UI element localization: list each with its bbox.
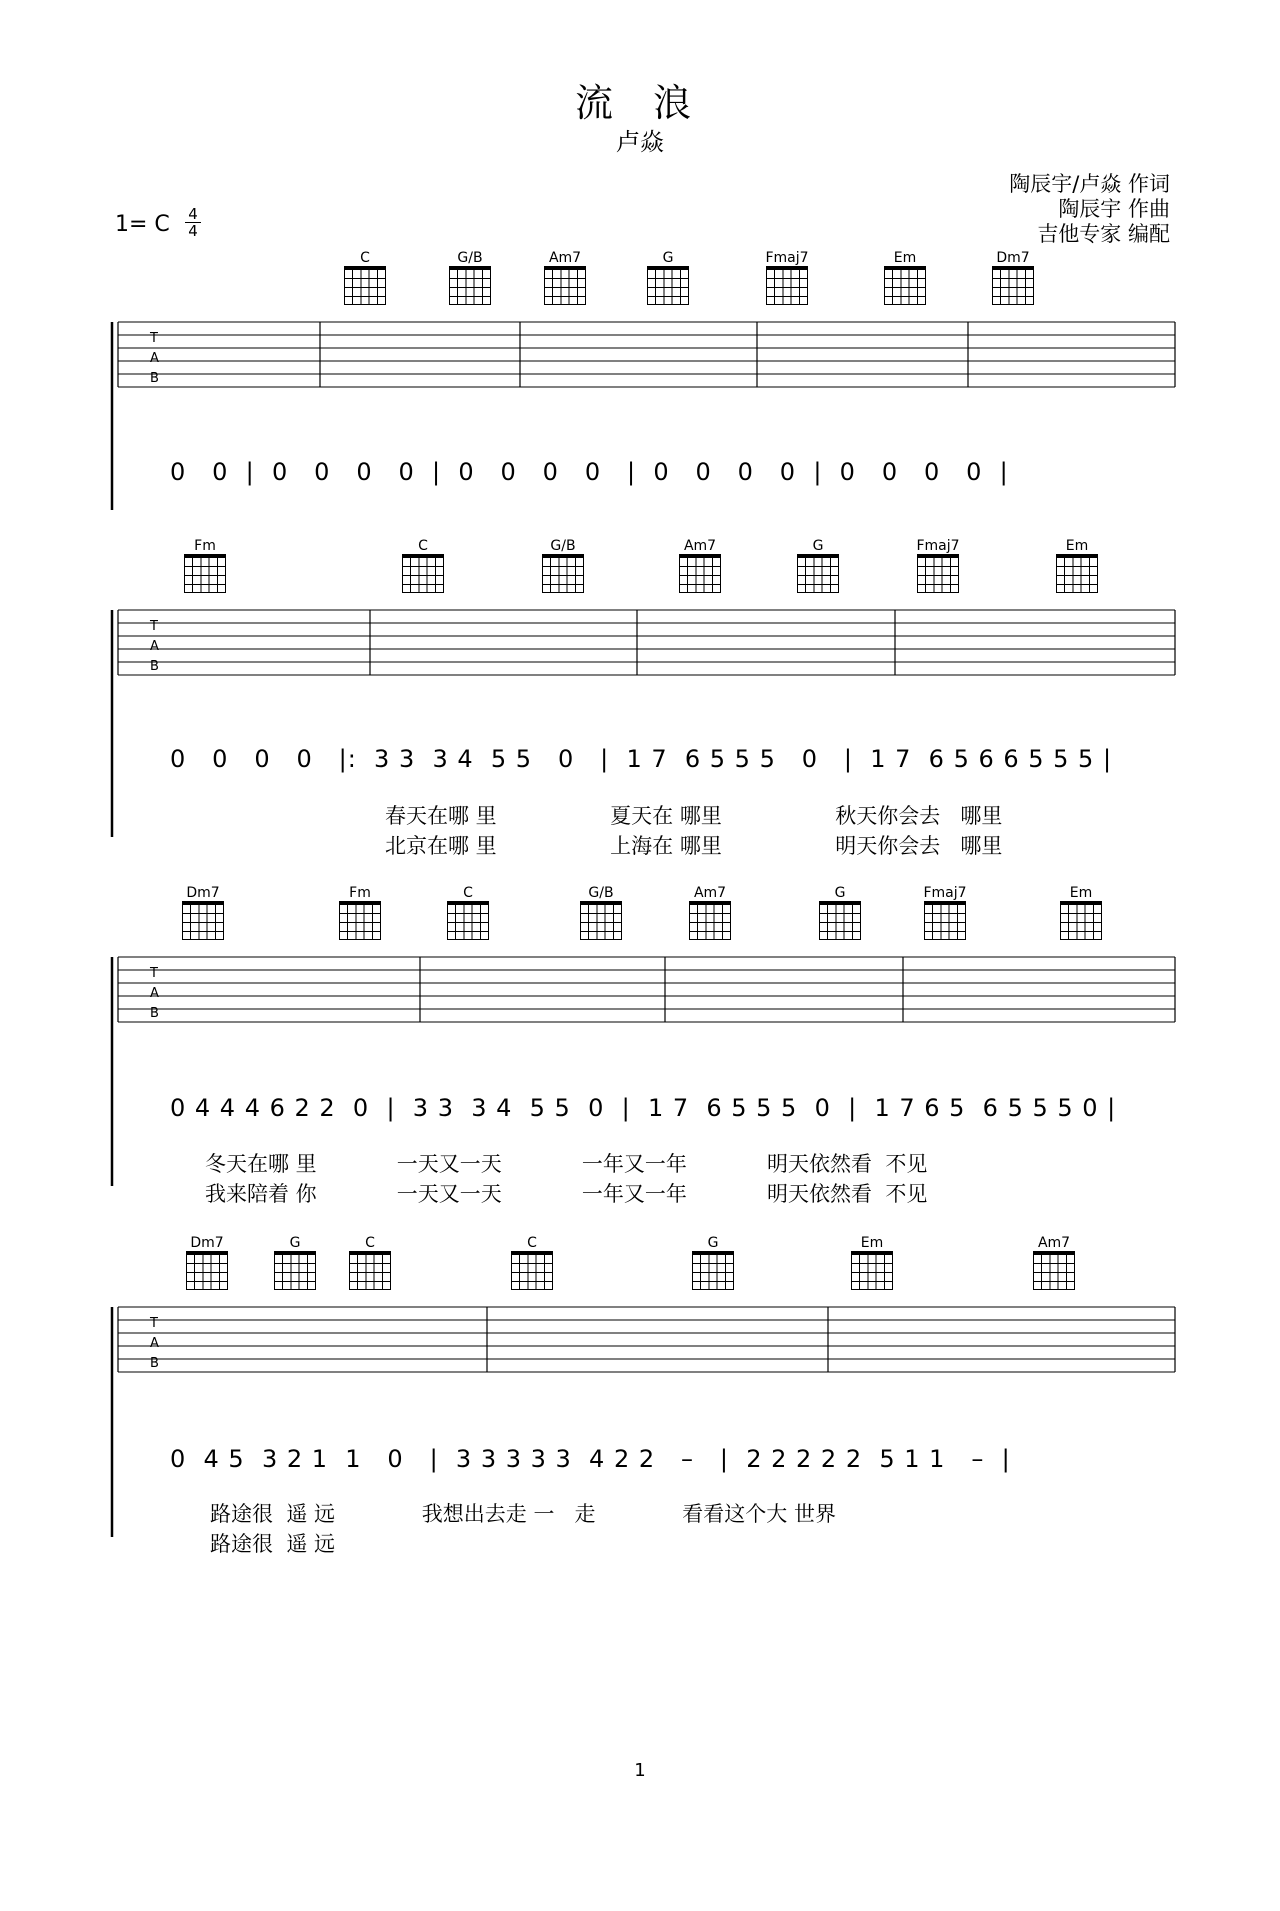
lyrics-verse-2: 北京在哪 里 上海在 哪里 明天你会去 哪里 bbox=[385, 834, 1003, 858]
chord-diagram bbox=[344, 1235, 396, 1290]
chord-grid bbox=[186, 1251, 228, 1290]
chord-name: Em bbox=[1065, 538, 1089, 554]
chord-grid bbox=[402, 554, 444, 593]
lyrics-verse-2: 路途很 遥 远 bbox=[210, 1532, 336, 1556]
chord-grid bbox=[580, 901, 622, 940]
chord-diagram bbox=[1055, 885, 1107, 940]
arranger-credit: 吉他专家 编配 bbox=[1037, 222, 1170, 246]
chord-grid bbox=[511, 1251, 553, 1290]
chord-name: Fmaj7 bbox=[916, 538, 960, 554]
chord-diagram bbox=[334, 885, 386, 940]
chord-name: G bbox=[289, 1235, 301, 1251]
chord-grid bbox=[542, 554, 584, 593]
time-sig-bottom: 4 bbox=[188, 222, 198, 240]
chord-diagram bbox=[687, 1235, 739, 1290]
lyrics-verse-1: 路途很 遥 远 我想出去走 一 走 看看这个大 世界 bbox=[210, 1502, 836, 1526]
chord-diagram bbox=[539, 250, 591, 305]
numbered-notation: 0 0 | 0 0 0 0 | 0 0 0 0 | 0 0 0 0 | 0 0 0 0 | bbox=[170, 458, 1009, 486]
chord-name: C bbox=[463, 885, 473, 901]
chord-diagram bbox=[506, 1235, 558, 1290]
chord-grid bbox=[992, 266, 1034, 305]
chord-grid bbox=[797, 554, 839, 593]
chord-name: G/B bbox=[588, 885, 614, 901]
chord-diagram bbox=[444, 250, 496, 305]
chord-diagram bbox=[684, 885, 736, 940]
tab-label-a: A bbox=[150, 351, 159, 366]
chord-grid bbox=[1060, 901, 1102, 940]
chord-diagram bbox=[179, 538, 231, 593]
tab-label-b: B bbox=[150, 371, 159, 386]
numbered-notation: 0 4 5 3 2 1 1 0 | 3 3 3 3 3 4 2 2 – | 2 2 2 2 2 5 1 1 – | bbox=[170, 1445, 1011, 1473]
song-title: 流 浪 bbox=[574, 81, 706, 125]
chord-grid bbox=[679, 554, 721, 593]
chord-name: Em bbox=[860, 1235, 884, 1251]
chord-grid bbox=[544, 266, 586, 305]
tab-label-t: T bbox=[150, 619, 158, 634]
chord-diagram bbox=[912, 538, 964, 593]
chord-diagram bbox=[879, 250, 931, 305]
chord-diagram bbox=[642, 250, 694, 305]
chord-grid bbox=[851, 1251, 893, 1290]
chord-diagram bbox=[792, 538, 844, 593]
chord-name: Fmaj7 bbox=[923, 885, 967, 901]
chord-name: Am7 bbox=[548, 250, 582, 266]
chord-grid bbox=[689, 901, 731, 940]
chord-name: C bbox=[527, 1235, 537, 1251]
chord-diagram bbox=[339, 250, 391, 305]
chord-diagram bbox=[537, 538, 589, 593]
staff-lines bbox=[112, 322, 1175, 1537]
chord-name: G/B bbox=[457, 250, 483, 266]
chord-name: C bbox=[360, 250, 370, 266]
tab-label-b: B bbox=[150, 1006, 159, 1021]
numbered-notation: 0 4 4 4 6 2 2 0 | 3 3 3 4 5 5 0 | 1 7 6 5 5 5 0 | 1 7 6 5 6 5 5 5 0 | bbox=[170, 1094, 1117, 1122]
chord-grid bbox=[349, 1251, 391, 1290]
chord-diagram bbox=[987, 250, 1039, 305]
chord-name: Am7 bbox=[693, 885, 727, 901]
chord-name: Dm7 bbox=[190, 1235, 224, 1251]
chord-grid bbox=[1033, 1251, 1075, 1290]
chord-diagram bbox=[269, 1235, 321, 1290]
chord-diagram bbox=[674, 538, 726, 593]
tab-label-t: T bbox=[150, 1316, 158, 1331]
chord-grid bbox=[917, 554, 959, 593]
chord-name: G bbox=[707, 1235, 719, 1251]
chord-diagram bbox=[919, 885, 971, 940]
chord-name: Am7 bbox=[1037, 1235, 1071, 1251]
chord-diagram bbox=[177, 885, 229, 940]
chord-diagram bbox=[814, 885, 866, 940]
chord-name: G bbox=[662, 250, 674, 266]
chord-diagram bbox=[181, 1235, 233, 1290]
chord-grid bbox=[819, 901, 861, 940]
chord-name: G/B bbox=[550, 538, 576, 554]
chord-diagram bbox=[575, 885, 627, 940]
chord-diagram bbox=[442, 885, 494, 940]
chord-diagram bbox=[761, 250, 813, 305]
chord-name: G bbox=[834, 885, 846, 901]
tab-label-a: A bbox=[150, 1336, 159, 1351]
time-sig-top: 4 bbox=[188, 205, 198, 223]
chord-name: G bbox=[812, 538, 824, 554]
chord-grid bbox=[182, 901, 224, 940]
chord-diagram bbox=[846, 1235, 898, 1290]
tab-label-a: A bbox=[150, 986, 159, 1001]
chord-grid bbox=[1056, 554, 1098, 593]
chord-name: Em bbox=[893, 250, 917, 266]
chord-name: Fmaj7 bbox=[765, 250, 809, 266]
chord-diagram bbox=[397, 538, 449, 593]
page-number: 1 bbox=[634, 1760, 646, 1781]
composer-credit: 陶辰宇 作曲 bbox=[1058, 197, 1170, 221]
chord-name: Fm bbox=[349, 885, 371, 901]
chord-grid bbox=[344, 266, 386, 305]
tab-label-t: T bbox=[150, 966, 158, 981]
chord-name: Em bbox=[1069, 885, 1093, 901]
chord-grid bbox=[274, 1251, 316, 1290]
chord-grid bbox=[692, 1251, 734, 1290]
chord-grid bbox=[449, 266, 491, 305]
chord-grid bbox=[339, 901, 381, 940]
key-signature: 1= C bbox=[115, 212, 170, 237]
chord-name: Am7 bbox=[683, 538, 717, 554]
chord-name: Fm bbox=[194, 538, 216, 554]
chord-grid bbox=[647, 266, 689, 305]
tab-label-a: A bbox=[150, 639, 159, 654]
lyrics-verse-1: 冬天在哪 里 一天又一天 一年又一年 明天依然看 不见 bbox=[205, 1152, 928, 1176]
chord-name: C bbox=[365, 1235, 375, 1251]
chord-grid bbox=[884, 266, 926, 305]
chord-grid bbox=[447, 901, 489, 940]
artist-name: 卢焱 bbox=[616, 128, 664, 156]
chord-name: C bbox=[418, 538, 428, 554]
tab-label-b: B bbox=[150, 659, 159, 674]
chord-grid bbox=[184, 554, 226, 593]
chord-grid bbox=[766, 266, 808, 305]
lyrics-verse-2: 我来陪着 你 一天又一天 一年又一年 明天依然看 不见 bbox=[205, 1182, 928, 1206]
chord-diagram bbox=[1028, 1235, 1080, 1290]
tab-label-t: T bbox=[150, 331, 158, 346]
lyricist-credit: 陶辰宇/卢焱 作词 bbox=[1009, 172, 1170, 196]
chord-name: Dm7 bbox=[996, 250, 1030, 266]
chord-name: Dm7 bbox=[186, 885, 220, 901]
numbered-notation: 0 0 0 0 |: 3 3 3 4 5 5 0 | 1 7 6 5 5 5 0 | 1 7 6 5 6 6 5 5 5 | bbox=[170, 745, 1113, 773]
lyrics-verse-1: 春天在哪 里 夏天在 哪里 秋天你会去 哪里 bbox=[385, 804, 1003, 828]
tab-label-b: B bbox=[150, 1356, 159, 1371]
chord-grid bbox=[924, 901, 966, 940]
chord-diagram bbox=[1051, 538, 1103, 593]
